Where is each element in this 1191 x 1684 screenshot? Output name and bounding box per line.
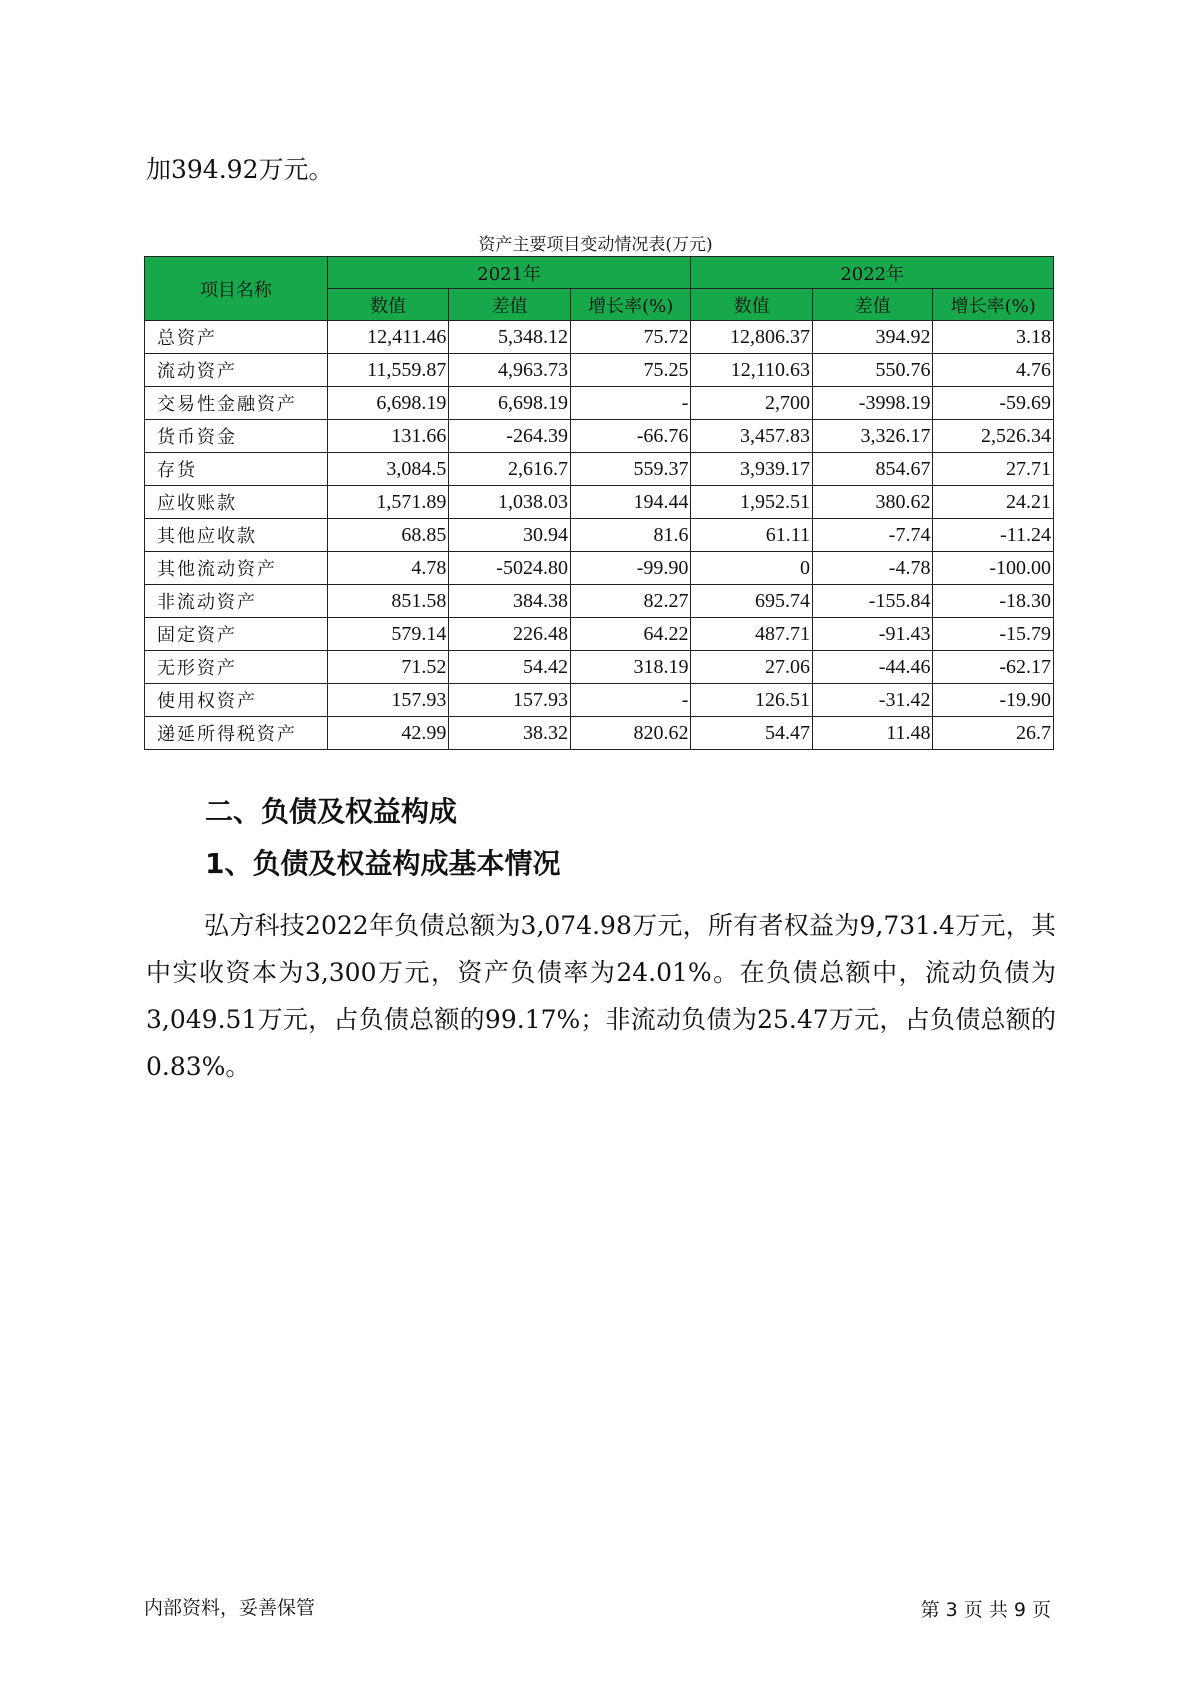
- row-value-cell: -7.74: [812, 519, 932, 552]
- table-row: [145, 519, 1054, 552]
- table-row: [145, 486, 1054, 519]
- row-value-cell: 61.11: [691, 519, 813, 552]
- row-value-cell: 27.06: [691, 651, 813, 684]
- row-item-name: 总资产: [145, 321, 328, 354]
- row-value-cell: 394.92: [812, 321, 932, 354]
- footer-confidential: 内部资料，妥善保管: [144, 1597, 316, 1619]
- row-value-cell: 4.76: [933, 354, 1054, 387]
- row-value-cell: 4,963.73: [449, 354, 571, 387]
- table-row: [145, 420, 1054, 453]
- row-value-cell: 226.48: [449, 618, 571, 651]
- section-heading: 二、负债及权益构成: [205, 795, 458, 828]
- table-row: [145, 453, 1054, 486]
- row-value-cell: -15.79: [933, 618, 1054, 651]
- row-value-cell: 854.67: [812, 453, 932, 486]
- body-paragraph: 弘方科技2022年负债总额为3,074.98万元，所有者权益为9,731.4万元，其中实收资本为3,300万元，资产负债率为24.01%。在负债总额中，流动负债为3,049.51万元，占负债总额的99.17%；非流动负债为25.47万元，占负债总额的0.83%。: [146, 911, 1056, 1081]
- row-value-cell: 30.94: [449, 519, 571, 552]
- row-value-cell: 11,559.87: [327, 354, 449, 387]
- row-value-cell: 2,526.34: [933, 420, 1054, 453]
- row-value-cell: -100.00: [933, 552, 1054, 585]
- table-row: [145, 552, 1054, 585]
- asset-change-table: [144, 256, 1054, 750]
- row-value-cell: 11.48: [812, 717, 932, 750]
- row-value-cell: 126.51: [691, 684, 813, 717]
- row-item-name: 流动资产: [145, 354, 328, 387]
- subheader-growth: 增长率(%): [933, 289, 1054, 321]
- row-value-cell: 26.7: [933, 717, 1054, 750]
- row-value-cell: 71.52: [327, 651, 449, 684]
- footer-page-number: 第 3 页 共 9 页: [920, 1599, 1051, 1621]
- row-value-cell: 1,571.89: [327, 486, 449, 519]
- row-item-name: 无形资产: [145, 651, 328, 684]
- subheader-diff: 差值: [812, 289, 932, 321]
- row-value-cell: -44.46: [812, 651, 932, 684]
- row-value-cell: -11.24: [933, 519, 1054, 552]
- row-item-name: 非流动资产: [145, 585, 328, 618]
- header-year-2021: 2021年: [327, 257, 691, 289]
- row-value-cell: -18.30: [933, 585, 1054, 618]
- row-value-cell: 550.76: [812, 354, 932, 387]
- row-value-cell: 318.19: [570, 651, 690, 684]
- row-value-cell: -99.90: [570, 552, 690, 585]
- row-value-cell: 1,952.51: [691, 486, 813, 519]
- row-value-cell: 27.71: [933, 453, 1054, 486]
- row-value-cell: 81.6: [570, 519, 690, 552]
- row-value-cell: 6,698.19: [327, 387, 449, 420]
- row-value-cell: 38.32: [449, 717, 571, 750]
- row-value-cell: -66.76: [570, 420, 690, 453]
- table-row: [145, 387, 1054, 420]
- row-value-cell: -5024.80: [449, 552, 571, 585]
- row-value-cell: 3,457.83: [691, 420, 813, 453]
- row-value-cell: 82.27: [570, 585, 690, 618]
- table-row: [145, 354, 1054, 387]
- table-row: [145, 585, 1054, 618]
- table-row: [145, 321, 1054, 354]
- row-value-cell: 2,700: [691, 387, 813, 420]
- row-value-cell: 695.74: [691, 585, 813, 618]
- row-value-cell: 42.99: [327, 717, 449, 750]
- row-value-cell: 24.21: [933, 486, 1054, 519]
- table-caption: 资产主要项目变动情况表(万元): [478, 235, 713, 255]
- header-item-name: 项目名称: [145, 257, 328, 321]
- row-value-cell: 75.25: [570, 354, 690, 387]
- row-value-cell: 3,326.17: [812, 420, 932, 453]
- row-value-cell: 75.72: [570, 321, 690, 354]
- table-row: [145, 684, 1054, 717]
- row-item-name: 其他流动资产: [145, 552, 328, 585]
- row-value-cell: 157.93: [449, 684, 571, 717]
- subheader-growth: 增长率(%): [570, 289, 690, 321]
- row-value-cell: -4.78: [812, 552, 932, 585]
- row-value-cell: -31.42: [812, 684, 932, 717]
- row-item-name: 递延所得税资产: [145, 717, 328, 750]
- row-value-cell: 68.85: [327, 519, 449, 552]
- row-value-cell: 384.38: [449, 585, 571, 618]
- row-value-cell: 12,806.37: [691, 321, 813, 354]
- row-value-cell: -: [570, 387, 690, 420]
- row-item-name: 使用权资产: [145, 684, 328, 717]
- row-value-cell: -91.43: [812, 618, 932, 651]
- row-value-cell: 851.58: [327, 585, 449, 618]
- row-value-cell: 2,616.7: [449, 453, 571, 486]
- row-value-cell: 1,038.03: [449, 486, 571, 519]
- row-value-cell: 579.14: [327, 618, 449, 651]
- row-value-cell: 12,110.63: [691, 354, 813, 387]
- row-value-cell: -155.84: [812, 585, 932, 618]
- row-item-name: 交易性金融资产: [145, 387, 328, 420]
- subheader-diff: 差值: [449, 289, 571, 321]
- row-value-cell: 3.18: [933, 321, 1054, 354]
- table-row: [145, 618, 1054, 651]
- row-value-cell: 0: [691, 552, 813, 585]
- header-year-2022: 2022年: [691, 257, 1054, 289]
- row-value-cell: 559.37: [570, 453, 690, 486]
- row-item-name: 应收账款: [145, 486, 328, 519]
- row-value-cell: -264.39: [449, 420, 571, 453]
- row-value-cell: -: [570, 684, 690, 717]
- subsection-heading: 1、负债及权益构成基本情况: [205, 847, 561, 880]
- row-value-cell: 4.78: [327, 552, 449, 585]
- row-value-cell: -3998.19: [812, 387, 932, 420]
- row-value-cell: 54.42: [449, 651, 571, 684]
- row-item-name: 货币资金: [145, 420, 328, 453]
- intro-text: 加394.92万元。: [146, 155, 334, 184]
- subheader-value: 数值: [691, 289, 813, 321]
- row-value-cell: 820.62: [570, 717, 690, 750]
- table-row: [145, 651, 1054, 684]
- row-value-cell: -59.69: [933, 387, 1054, 420]
- row-value-cell: -62.17: [933, 651, 1054, 684]
- row-value-cell: 5,348.12: [449, 321, 571, 354]
- row-value-cell: 6,698.19: [449, 387, 571, 420]
- row-value-cell: 380.62: [812, 486, 932, 519]
- row-item-name: 存货: [145, 453, 328, 486]
- row-value-cell: -19.90: [933, 684, 1054, 717]
- row-value-cell: 131.66: [327, 420, 449, 453]
- row-value-cell: 194.44: [570, 486, 690, 519]
- table-row: [145, 717, 1054, 750]
- row-value-cell: 487.71: [691, 618, 813, 651]
- row-item-name: 固定资产: [145, 618, 328, 651]
- row-value-cell: 12,411.46: [327, 321, 449, 354]
- row-value-cell: 64.22: [570, 618, 690, 651]
- row-value-cell: 157.93: [327, 684, 449, 717]
- row-value-cell: 3,084.5: [327, 453, 449, 486]
- row-value-cell: 3,939.17: [691, 453, 813, 486]
- row-value-cell: 54.47: [691, 717, 813, 750]
- row-item-name: 其他应收款: [145, 519, 328, 552]
- subheader-value: 数值: [327, 289, 449, 321]
